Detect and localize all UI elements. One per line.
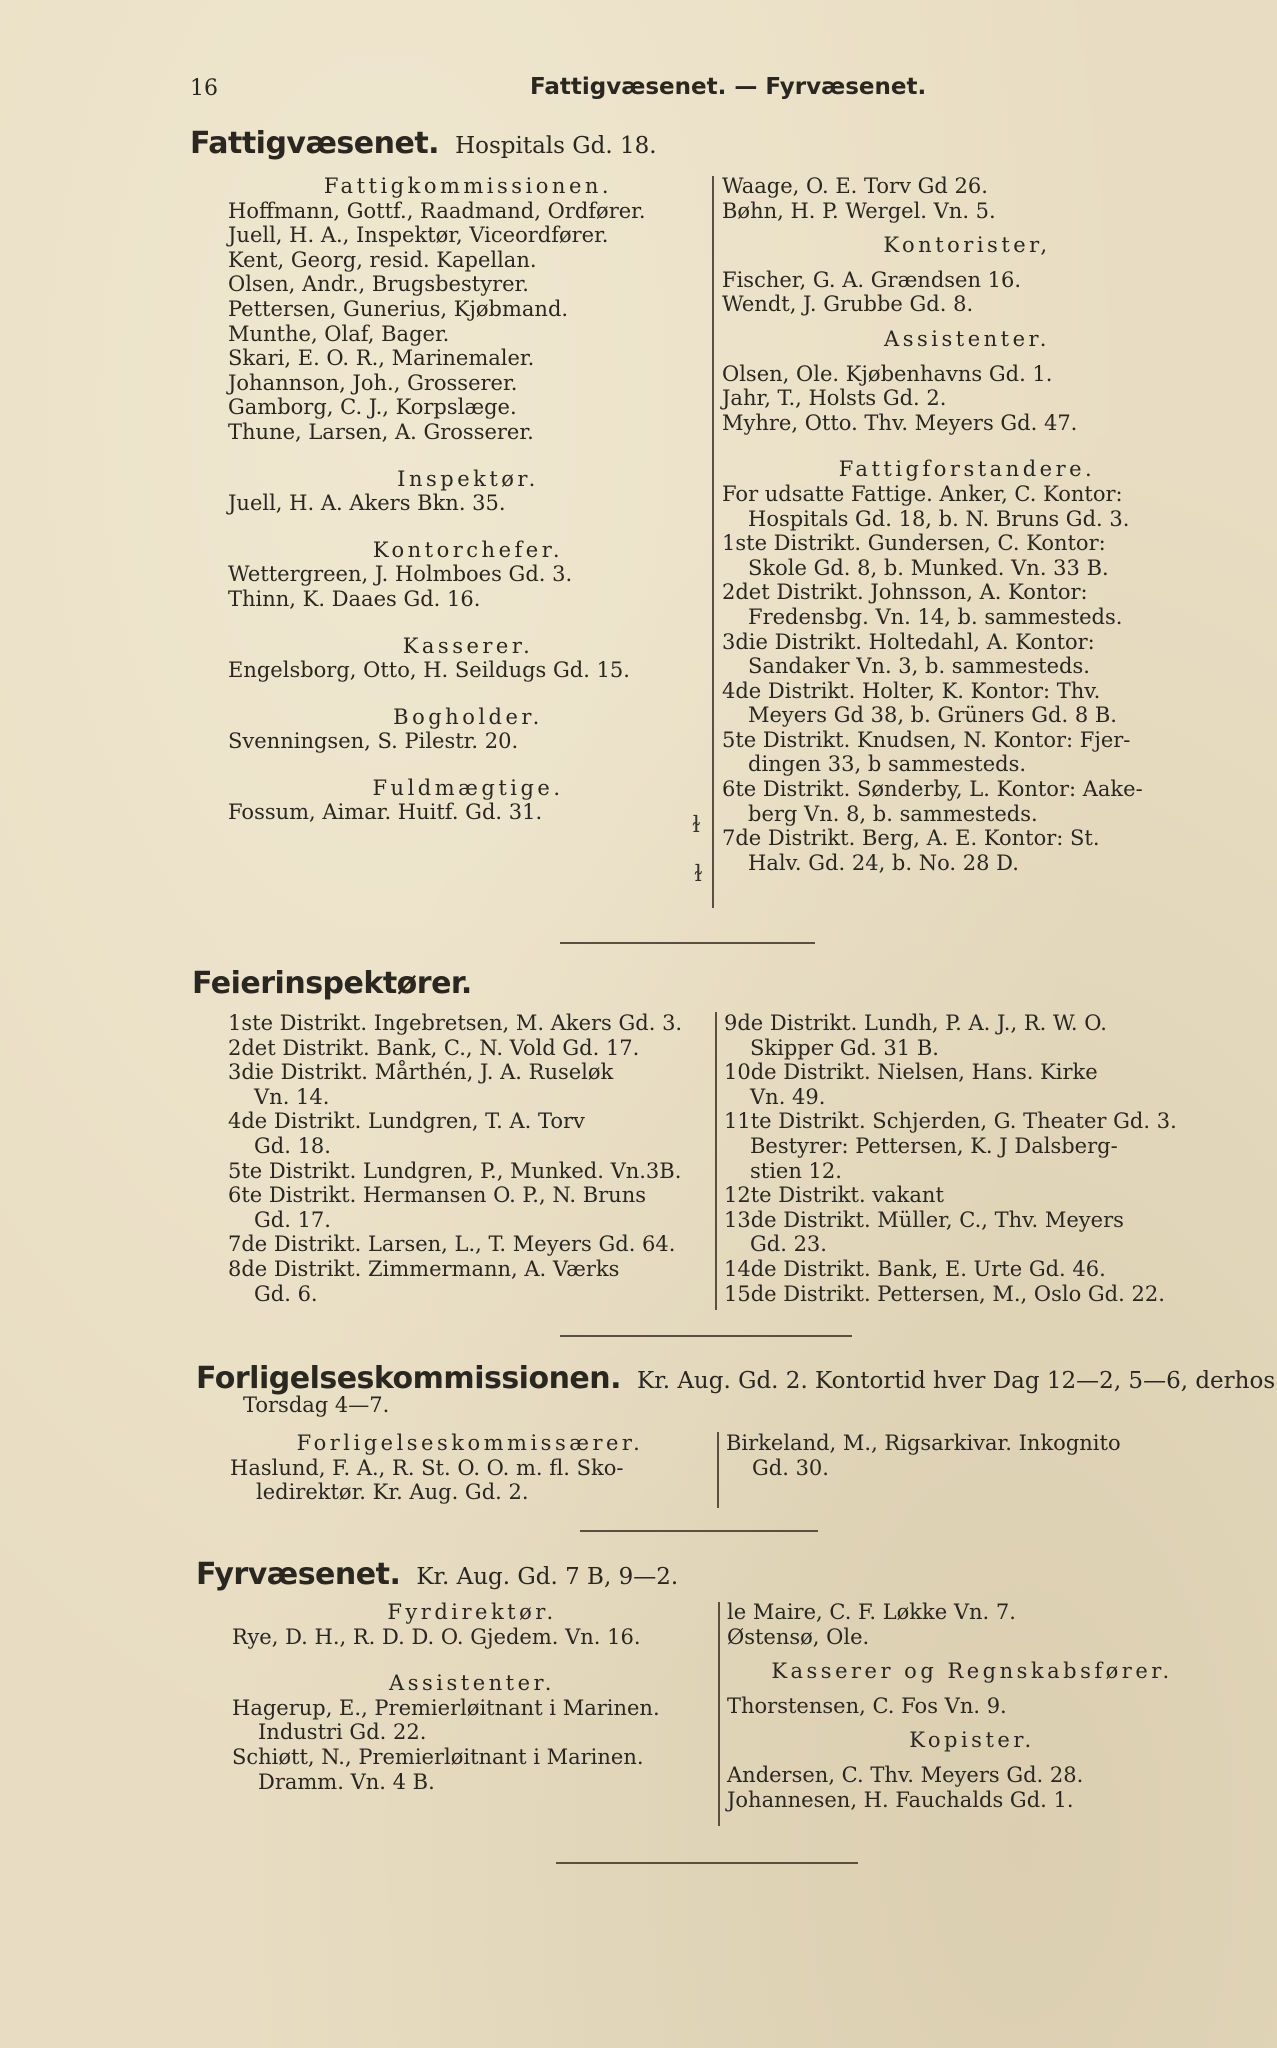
entry-line: 2det Distrikt. Johnsson, A. Kontor: xyxy=(722,580,1088,605)
subsection-heading: Kasserer og Regnskabsfører. xyxy=(771,1659,1173,1684)
entry-line: 3die Distrikt. Mårthén, J. A. Ruseløk xyxy=(228,1060,614,1085)
subsection-heading: Assistenter. xyxy=(884,326,1050,351)
entry-line: Johannson, Joh., Grosserer. xyxy=(228,370,518,395)
entry-line: Thorstensen, C. Fos Vn. 9. xyxy=(727,1693,1007,1718)
entry-line: Wettergreen, J. Holmboes Gd. 3. xyxy=(228,562,573,587)
entry-line: Gd. 30. xyxy=(752,1455,829,1480)
running-title: Fattigvæsenet. — Fyrvæsenet. xyxy=(530,74,927,100)
entry-line: Wendt, J. Grubbe Gd. 8. xyxy=(722,292,974,317)
entry-line: Hospitals Gd. 18, b. N. Bruns Gd. 3. xyxy=(748,506,1130,531)
entry-line: Gd. 18. xyxy=(254,1133,331,1158)
entry-line: Myhre, Otto. Thv. Meyers Gd. 47. xyxy=(722,410,1078,435)
entry-line: Pettersen, Gunerius, Kjøbmand. xyxy=(228,296,569,321)
feier-column-divider xyxy=(715,1012,717,1310)
entry-line: Østensø, Ole. xyxy=(727,1624,870,1649)
entry-line: Birkeland, M., Rigsarkivar. Inkognito xyxy=(726,1431,1121,1455)
entry-line: Bestyrer: Pettersen, K. J Dalsberg- xyxy=(750,1133,1118,1158)
entry-line: Hagerup, E., Premierløitnant i Marinen. xyxy=(232,1695,660,1720)
spacer xyxy=(722,258,1212,268)
margin-mark: ɫ xyxy=(694,862,703,887)
page-number: 16 xyxy=(190,76,218,101)
entry-line: ledirektør. Kr. Aug. Gd. 2. xyxy=(256,1480,529,1505)
entry-line: Gd. 23. xyxy=(750,1232,827,1257)
entry-line: Thinn, K. Daaes Gd. 16. xyxy=(228,586,481,611)
entry-line: Johannesen, H. Fauchalds Gd. 1. xyxy=(727,1787,1074,1812)
entry-line: 6te Distrikt. Hermansen O. P., N. Bruns xyxy=(228,1183,647,1208)
section-fattig-heading xyxy=(190,126,657,161)
entry-line: Fossum, Aimar. Huitf. Gd. 31. xyxy=(228,800,543,825)
subsection-heading: Fattigkommissionen. xyxy=(323,174,613,198)
subsection-heading: Bogholder. xyxy=(393,704,543,729)
entry-line: Dramm. Vn. 4 B. xyxy=(258,1769,435,1794)
subsection-heading: Kontorister, xyxy=(883,233,1051,258)
section-divider xyxy=(560,942,815,944)
entry-line: Jahr, T., Holsts Gd. 2. xyxy=(722,386,947,411)
spacer xyxy=(727,1684,1217,1694)
entry-line: Gamborg, C. J., Korpslæge. xyxy=(228,395,517,420)
spacer xyxy=(228,683,708,705)
entry-line: Skari, E. O. R., Marinemaler. xyxy=(228,346,535,371)
section-fattig-title: Fattigvæsenet. xyxy=(190,126,440,161)
spacer xyxy=(228,612,708,634)
spacer xyxy=(722,352,1212,362)
fattig-column-divider xyxy=(712,176,714,908)
entry-line: dingen 33, b sammesteds. xyxy=(748,752,1027,777)
entry-line: 9de Distrikt. Lundh, P. A. J., R. W. O. xyxy=(724,1011,1107,1035)
section-forlig-intro-continued: Torsdag 4—7. xyxy=(243,1393,390,1417)
spacer xyxy=(228,754,708,776)
margin-mark: ɫ xyxy=(692,813,701,838)
subsection-heading: Fuldmægtige. xyxy=(372,775,564,800)
spacer xyxy=(727,1753,1217,1763)
section-feier-title: Feierinspektører. xyxy=(192,966,472,1001)
forlig-left-column xyxy=(230,1431,710,1505)
spacer xyxy=(228,516,708,538)
entry-line: Vn. 49. xyxy=(750,1084,826,1109)
entry-line: Fischer, G. A. Grændsen 16. xyxy=(722,267,1022,292)
entry-line: Hoffmann, Gottf., Raadmand, Ordfører. xyxy=(228,198,646,223)
entry-line: 14de Distrikt. Bank, E. Urte Gd. 46. xyxy=(724,1256,1106,1281)
entry-line: Rye, D. H., R. D. D. O. Gjedem. Vn. 16. xyxy=(232,1624,641,1649)
entry-line: 5te Distrikt. Lundgren, P., Munked. Vn.3B. xyxy=(228,1158,682,1183)
spacer xyxy=(722,435,1212,457)
entry-line: Gd. 6. xyxy=(254,1281,318,1306)
section-divider xyxy=(556,1862,858,1864)
subsection-heading: Fattigforstandere. xyxy=(838,457,1096,482)
section-forlig-heading xyxy=(196,1361,1275,1396)
section-feier-heading xyxy=(192,966,472,1001)
entry-line: 3die Distrikt. Holtedahl, A. Kontor: xyxy=(722,629,1095,654)
entry-line: Industri Gd. 22. xyxy=(258,1720,427,1745)
section-fattig-address: Hospitals Gd. 18. xyxy=(455,133,657,159)
entry-line: Engelsborg, Otto, H. Seildugs Gd. 15. xyxy=(228,658,630,683)
entry-line: Juell, H. A., Inspektør, Viceordfører. xyxy=(228,223,609,248)
spacer xyxy=(232,1649,712,1671)
entry-line: 7de Distrikt. Larsen, L., T. Meyers Gd. 64. xyxy=(228,1232,676,1257)
entry-line: Skole Gd. 8, b. Munked. Vn. 33 B. xyxy=(748,555,1109,580)
entry-line: Munthe, Olaf, Bager. xyxy=(228,321,450,346)
subsection-heading: Kontorchefer. xyxy=(372,537,564,562)
entry-line: 1ste Distrikt. Ingebretsen, M. Akers Gd. 3. xyxy=(228,1011,683,1035)
section-divider xyxy=(560,1335,852,1337)
entry-line: Fredensbg. Vn. 14, b. sammesteds. xyxy=(748,604,1123,629)
entry-line: 12te Distrikt. vakant xyxy=(724,1183,944,1208)
subsection-heading: Fyrdirektør. xyxy=(387,1600,557,1624)
entry-line: Halv. Gd. 24, b. No. 28 D. xyxy=(748,850,1019,875)
entry-line: Bøhn, H. P. Wergel. Vn. 5. xyxy=(722,198,996,223)
fattig-right-column xyxy=(722,174,1212,875)
entry-line: 5te Distrikt. Knudsen, N. Kontor: Fjer- xyxy=(722,727,1131,752)
entry-line: Schiøtt, N., Premierløitnant i Marinen. xyxy=(232,1744,644,1769)
fyr-column-divider xyxy=(718,1602,720,1826)
spacer xyxy=(722,223,1212,233)
fyr-left-column xyxy=(232,1600,712,1794)
entry-line: Sandaker Vn. 3, b. sammesteds. xyxy=(748,654,1090,679)
entry-line: 8de Distrikt. Zimmermann, A. Værks xyxy=(228,1256,620,1281)
entry-line: 15de Distrikt. Pettersen, M., Oslo Gd. 22. xyxy=(724,1281,1165,1306)
entry-line: 10de Distrikt. Nielsen, Hans. Kirke xyxy=(724,1060,1098,1085)
entry-line: For udsatte Fattige. Anker, C. Kontor: xyxy=(722,481,1123,506)
entry-line: stien 12. xyxy=(750,1158,842,1183)
entry-line: Andersen, C. Thv. Meyers Gd. 28. xyxy=(727,1762,1084,1787)
feier-right-column xyxy=(724,1011,1214,1306)
subsection-heading: Inspektør. xyxy=(397,466,539,491)
entry-line: 13de Distrikt. Müller, C., Thv. Meyers xyxy=(724,1207,1124,1232)
feier-left-column xyxy=(228,1011,708,1306)
entry-line: Waage, O. E. Torv Gd 26. xyxy=(722,174,988,198)
entry-line: 6te Distrikt. Sønderby, L. Kontor: Aake- xyxy=(722,777,1143,802)
entry-line: Thune, Larsen, A. Grosserer. xyxy=(228,419,534,444)
section-fyr-heading xyxy=(196,1557,678,1592)
entry-line: 7de Distrikt. Berg, A. E. Kontor: St. xyxy=(722,826,1100,851)
subsection-heading: Kopister. xyxy=(909,1728,1035,1753)
entry-line: Olsen, Ole. Kjøbenhavns Gd. 1. xyxy=(722,361,1053,386)
forlig-column-divider xyxy=(717,1432,719,1508)
entry-line: 4de Distrikt. Holter, K. Kontor: Thv. xyxy=(722,678,1101,703)
entry-line: 4de Distrikt. Lundgren, T. A. Torv xyxy=(228,1109,585,1134)
subsection-heading: Assistenter. xyxy=(389,1671,555,1696)
fattig-left-column xyxy=(228,174,708,825)
entry-line: 11te Distrikt. Schjerden, G. Theater Gd. 3. xyxy=(724,1109,1177,1134)
entry-line: 2det Distrikt. Bank, C., N. Vold Gd. 17. xyxy=(228,1035,640,1060)
spacer xyxy=(722,317,1212,327)
entry-line: Meyers Gd 38, b. Grüners Gd. 8 B. xyxy=(748,703,1117,728)
fyr-right-column xyxy=(727,1600,1217,1812)
entry-line: Vn. 14. xyxy=(254,1084,330,1109)
entry-line: Juell, H. A. Akers Bkn. 35. xyxy=(228,491,506,516)
entry-line: Gd. 17. xyxy=(254,1207,331,1232)
entry-line: 1ste Distrikt. Gundersen, C. Kontor: xyxy=(722,531,1106,556)
section-fyr-title: Fyrvæsenet. xyxy=(196,1557,401,1592)
section-divider xyxy=(580,1530,818,1532)
forlig-right-column xyxy=(726,1431,1216,1480)
section-forlig-intro: Kr. Aug. Gd. 2. Kontortid hver Dag 12—2, 5—6, derhos xyxy=(637,1368,1276,1394)
entry-line: berg Vn. 8, b. sammesteds. xyxy=(748,801,1038,826)
entry-line: le Maire, C. F. Løkke Vn. 7. xyxy=(727,1600,1016,1624)
subsection-heading: Kasserer. xyxy=(402,633,534,658)
section-fyr-address: Kr. Aug. Gd. 7 B, 9—2. xyxy=(416,1564,679,1590)
entry-line: Olsen, Andr., Brugsbestyrer. xyxy=(228,272,529,297)
entry-line: Svenningsen, S. Pilestr. 20. xyxy=(228,729,519,754)
spacer xyxy=(727,1649,1217,1659)
section-forlig-title: Forligelseskommissionen. xyxy=(196,1361,622,1396)
entry-line: Haslund, F. A., R. St. O. O. m. fl. Sko- xyxy=(230,1455,624,1480)
subsection-heading: Forligelseskommissærer. xyxy=(296,1431,644,1455)
spacer xyxy=(228,445,708,467)
entry-line: Kent, Georg, resid. Kapellan. xyxy=(228,247,537,272)
spacer xyxy=(727,1718,1217,1728)
entry-line: Skipper Gd. 31 B. xyxy=(750,1035,939,1060)
